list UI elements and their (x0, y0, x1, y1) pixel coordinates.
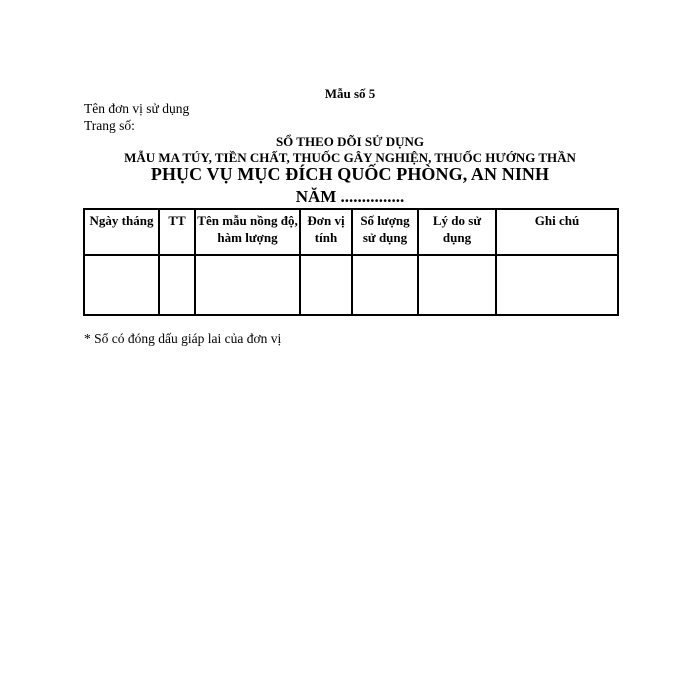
title-line-2: MẪU MA TÚY, TIỀN CHẤT, THUỐC GÂY NGHIỆN, THUỐC HƯỚNG THẦN (124, 150, 576, 165)
table-row (84, 255, 618, 315)
form-number: Mẫu số 5 (324, 86, 376, 101)
table-cell (352, 255, 418, 315)
table-cell (195, 255, 300, 315)
column-header-date: Ngày tháng (84, 209, 159, 255)
table-cell (84, 255, 159, 315)
title-line-1: SỔ THEO DÕI SỬ DỤNG (275, 134, 425, 149)
unit-name-label: Tên đơn vị sử dụng (84, 101, 190, 116)
page-number-label: Trang số: (84, 118, 135, 133)
usage-log-table (83, 208, 619, 316)
table-cell (159, 255, 195, 315)
footnote: * Sổ có đóng dấu giáp lai của đơn vị (84, 331, 282, 346)
column-header-quantity: Số lượng sử dụng (352, 209, 418, 255)
title-year-line: NĂM ............... (295, 187, 405, 206)
column-header-index: TT (159, 209, 195, 255)
title-line-3: PHỤC VỤ MỤC ĐÍCH QUỐC PHÒNG, AN NINH (150, 164, 550, 184)
column-header-reason: Lý do sử dụng (418, 209, 496, 255)
table-cell (300, 255, 352, 315)
table-header-row (84, 209, 618, 255)
column-header-unit: Đơn vị tính (300, 209, 352, 255)
column-header-notes: Ghi chú (496, 209, 618, 255)
column-header-sample-name: Tên mẫu nồng độ, hàm lượng (195, 209, 300, 255)
table-cell (418, 255, 496, 315)
table-cell (496, 255, 618, 315)
